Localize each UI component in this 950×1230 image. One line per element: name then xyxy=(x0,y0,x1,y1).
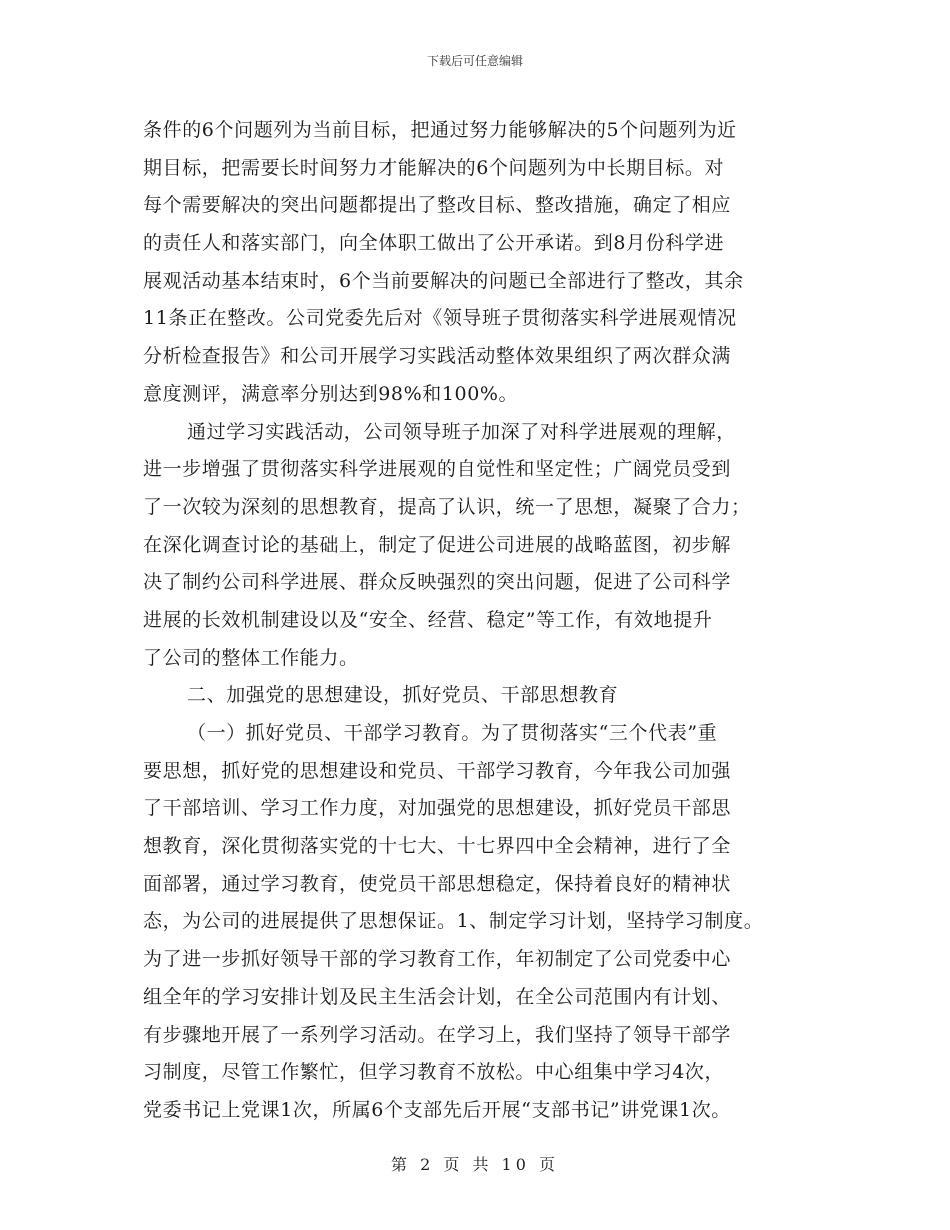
text-line: （一）抓好党员、干部学习教育。为了贯彻落实“三个代表”重 xyxy=(187,722,718,744)
text-line: 进展的长效机制建设以及“安全、经营、稳定”等工作，有效地提升 xyxy=(143,608,713,631)
text-line: 了一次较为深刻的思想教育，提高了认识，统一了思想，凝聚了合力； xyxy=(143,495,751,518)
text-line: 有步骤地开展了一系列学习活动。在学习上，我们坚持了领导干部学 xyxy=(143,1023,732,1046)
text-line: 期目标，把需要长时间努力才能解决的6个问题列为中长期目标。对 xyxy=(143,156,725,179)
text-line: 意度测评，满意率分别达到98%和100%。 xyxy=(143,382,519,405)
text-line: 二、加强党的思想建设，抓好党员、干部思想教育 xyxy=(187,684,619,707)
page-header-note: 下载后可任意编辑 xyxy=(426,54,523,68)
text-line: 展观活动基本结束时，6个当前要解决的问题已全部进行了整改，其余 xyxy=(143,269,744,292)
text-line: 的责任人和落实部门，向全体职工做出了公开承诺。到8月份科学进 xyxy=(143,232,725,255)
text-line: 进一步增强了贯彻落实科学进展观的自觉性和坚定性；广阔党员受到 xyxy=(143,458,732,481)
text-line: 态，为公司的进展提供了思想保证。1、制定学习计划，坚持学习制度。 xyxy=(143,910,764,933)
text-line: 在深化调查讨论的基础上，制定了促进公司进展的战略蓝图，初步解 xyxy=(143,533,732,556)
document-body xyxy=(143,112,843,1130)
page-footer-number: 第 2 页 共 10 页 xyxy=(391,1155,559,1174)
text-line: 分析检查报告》和公司开展学习实践活动整体效果组织了两次群众满 xyxy=(143,345,732,368)
text-line: 了公司的整体工作能力。 xyxy=(143,646,359,669)
text-line: 每个需要解决的突出问题都提出了整改目标、整改措施，确定了相应 xyxy=(143,194,732,217)
text-line: 组全年的学习安排计划及民主生活会计划，在全公司范围内有计划、 xyxy=(143,985,732,1008)
text-line: 党委书记上党课1次，所属6个支部先后开展“支部书记”讲党课1次。 xyxy=(143,1098,731,1121)
text-line: 决了制约公司科学进展、群众反映强烈的突出问题，促进了公司科学 xyxy=(143,571,732,594)
text-line: 为了进一步抓好领导干部的学习教育工作，年初制定了公司党委中心 xyxy=(143,948,732,971)
text-line: 了干部培训、学习工作力度，对加强党的思想建设，抓好党员干部思 xyxy=(143,797,732,820)
text-line: 习制度，尽管工作繁忙，但学习教育不放松。中心组集中学习4次， xyxy=(143,1061,725,1084)
text-line: 想教育，深化贯彻落实党的十七大、十七界四中全会精神，进行了全 xyxy=(143,835,732,858)
text-line: 面部署，通过学习教育，使党员干部思想稳定，保持着良好的精神状 xyxy=(143,872,732,895)
text-line: 11条正在整改。公司党委先后对《领导班子贯彻落实科学进展观情况 xyxy=(143,307,737,330)
text-line: 条件的6个问题列为当前目标，把通过努力能够解决的5个问题列为近 xyxy=(143,119,737,141)
text-line: 要思想，抓好党的思想建设和党员、干部学习教育，今年我公司加强 xyxy=(143,759,732,782)
text-line: 通过学习实践活动，公司领导班子加深了对科学进展观的理解， xyxy=(187,420,736,443)
